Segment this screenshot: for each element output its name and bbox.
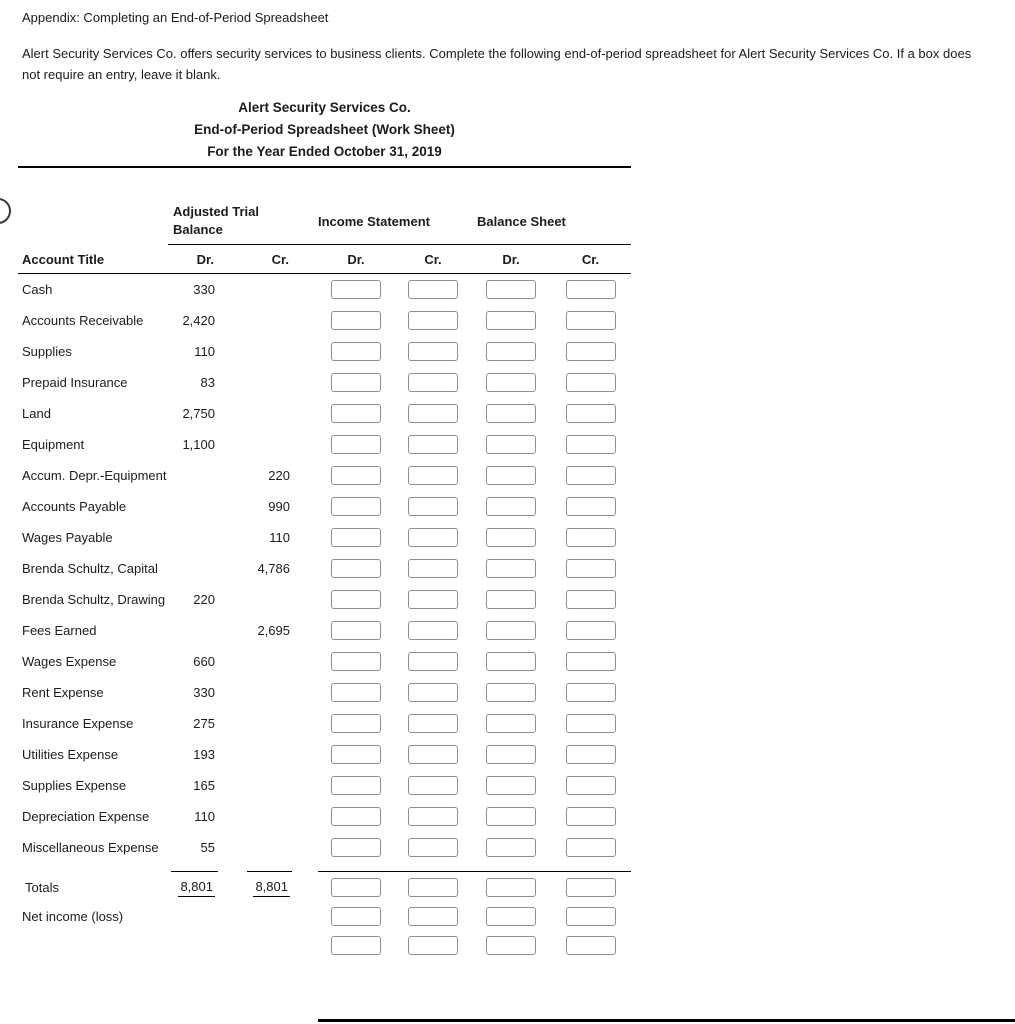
adjusted-trial-balance-dr-value: 220 [193, 592, 215, 607]
income-statement-cr-input[interactable] [408, 497, 458, 516]
appendix-title: Appendix: Completing an End-of-Period Spreadsheet [22, 10, 329, 25]
final-income-statement-dr-input[interactable] [331, 936, 381, 955]
table-row [18, 367, 631, 398]
account-name: Cash [22, 282, 53, 297]
table-row [18, 584, 631, 615]
period-line: For the Year Ended October 31, 2019 [207, 144, 442, 159]
balance-sheet-cr-input[interactable] [566, 590, 616, 609]
adjusted-trial-balance-dr-value: 2,750 [182, 406, 215, 421]
totals-row [18, 873, 631, 902]
adjusted-trial-balance-cr-value: 4,786 [257, 561, 290, 576]
bottom-border-rule [318, 1019, 1015, 1022]
income-statement-cr-input[interactable] [408, 714, 458, 733]
income-statement-cr-input[interactable] [408, 435, 458, 454]
income-statement-cr-input[interactable] [408, 776, 458, 795]
table-row [18, 677, 631, 708]
totals-balance-sheet-dr-input[interactable] [486, 878, 536, 897]
income-statement-dr-input[interactable] [331, 280, 381, 299]
balance-sheet-dr-input[interactable] [486, 373, 536, 392]
table-row [18, 801, 631, 832]
adjusted-trial-balance-dr-value: 330 [193, 685, 215, 700]
income-statement-cr-input[interactable] [408, 683, 458, 702]
bs-dr-header: Dr. [502, 251, 520, 267]
table-row [18, 770, 631, 801]
income-statement-dr-input[interactable] [331, 311, 381, 330]
balance-sheet-dr-input[interactable] [486, 435, 536, 454]
income-statement-dr-input[interactable] [331, 776, 381, 795]
column-group-header-row [18, 198, 631, 244]
income-statement-dr-input[interactable] [331, 590, 381, 609]
income-statement-cr-input[interactable] [408, 559, 458, 578]
totals-balance-sheet-cr-input[interactable] [566, 878, 616, 897]
account-name: Accounts Receivable [22, 313, 144, 328]
balance-sheet-cr-input[interactable] [566, 373, 616, 392]
adjusted-trial-balance-dr-value: 55 [200, 840, 215, 855]
income-statement-dr-input[interactable] [331, 466, 381, 485]
balance-sheet-dr-input[interactable] [486, 683, 536, 702]
balance-sheet-dr-input[interactable] [486, 714, 536, 733]
account-name: Brenda Schultz, Capital [22, 561, 158, 576]
balance-sheet-cr-input[interactable] [566, 466, 616, 485]
adjusted-trial-balance-dr-value: 2,420 [182, 313, 215, 328]
balance-sheet-dr-input[interactable] [486, 807, 536, 826]
account-name: Accum. Depr.-Equipment [22, 468, 167, 483]
net-income-income-statement-dr-input[interactable] [331, 907, 381, 926]
income-statement-dr-input[interactable] [331, 435, 381, 454]
totals-top-rule [18, 871, 631, 873]
income-statement-dr-input[interactable] [331, 342, 381, 361]
income-statement-dr-input[interactable] [331, 621, 381, 640]
atb-cr-header: Cr. [271, 251, 289, 267]
table-row [18, 832, 631, 863]
balance-sheet-cr-input[interactable] [566, 776, 616, 795]
account-name: Accounts Payable [22, 499, 127, 514]
income-statement-cr-input[interactable] [408, 342, 458, 361]
adjusted-trial-balance-dr-value: 110 [194, 344, 215, 359]
clipped-circle-icon [0, 198, 11, 224]
adjusted-trial-balance-dr-value: 110 [194, 809, 215, 824]
balance-sheet-cr-input[interactable] [566, 807, 616, 826]
balance-sheet-cr-input[interactable] [566, 838, 616, 857]
income-statement-cr-input[interactable] [408, 528, 458, 547]
account-name: Supplies Expense [22, 778, 127, 793]
income-statement-header: Income Statement [318, 213, 430, 229]
adjusted-trial-balance-cr-value: 990 [268, 499, 290, 514]
balance-sheet-cr-input[interactable] [566, 311, 616, 330]
income-statement-dr-input[interactable] [331, 838, 381, 857]
income-statement-dr-input[interactable] [331, 807, 381, 826]
balance-sheet-cr-input[interactable] [566, 435, 616, 454]
account-name: Supplies [22, 344, 72, 359]
balance-sheet-dr-input[interactable] [486, 466, 536, 485]
balance-sheet-cr-input[interactable] [566, 714, 616, 733]
final-income-statement-cr-input[interactable] [408, 936, 458, 955]
account-name: Equipment [22, 437, 85, 452]
table-row [18, 491, 631, 522]
income-statement-dr-input[interactable] [331, 714, 381, 733]
totals-income-statement-dr-input[interactable] [331, 878, 381, 897]
income-statement-dr-input[interactable] [331, 652, 381, 671]
balance-sheet-dr-input[interactable] [486, 280, 536, 299]
balance-sheet-header: Balance Sheet [477, 213, 566, 229]
table-row [18, 708, 631, 739]
worksheet-title-block [18, 97, 631, 163]
account-name: Wages Expense [22, 654, 117, 669]
account-name: Utilities Expense [22, 747, 119, 762]
balance-sheet-cr-input[interactable] [566, 404, 616, 423]
balance-sheet-cr-input[interactable] [566, 683, 616, 702]
balance-sheet-dr-input[interactable] [486, 776, 536, 795]
balance-sheet-dr-input[interactable] [486, 745, 536, 764]
net-income-balance-sheet-cr-input[interactable] [566, 907, 616, 926]
adjusted-trial-balance-dr-value: 330 [193, 282, 215, 297]
adjusted-trial-balance-header: Adjusted Trial Balance [173, 204, 259, 237]
adjusted-trial-balance-dr-value: 660 [193, 654, 215, 669]
account-name: Rent Expense [22, 685, 104, 700]
adjusted-trial-balance-dr-value: 275 [193, 716, 215, 731]
income-statement-dr-input[interactable] [331, 683, 381, 702]
is-cr-header: Cr. [424, 251, 442, 267]
balance-sheet-dr-input[interactable] [486, 404, 536, 423]
income-statement-dr-input[interactable] [331, 528, 381, 547]
balance-sheet-dr-input[interactable] [486, 652, 536, 671]
totals-rule-atb-cr [247, 871, 292, 872]
table-row [18, 522, 631, 553]
table-row [18, 429, 631, 460]
column-header-row [18, 245, 631, 273]
income-statement-cr-input[interactable] [408, 280, 458, 299]
income-statement-cr-input[interactable] [408, 404, 458, 423]
balance-sheet-cr-input[interactable] [566, 745, 616, 764]
is-dr-header: Dr. [347, 251, 365, 267]
net-income-balance-sheet-dr-input[interactable] [486, 907, 536, 926]
account-name: Brenda Schultz, Drawing [22, 592, 166, 607]
table-row [18, 398, 631, 429]
income-statement-cr-input[interactable] [408, 590, 458, 609]
final-balance-sheet-cr-input[interactable] [566, 936, 616, 955]
account-rows [18, 274, 995, 863]
account-title-header: Account Title [22, 251, 105, 267]
final-totals-row [18, 931, 631, 960]
balance-sheet-cr-input[interactable] [566, 497, 616, 516]
income-statement-dr-input[interactable] [331, 404, 381, 423]
table-row [18, 646, 631, 677]
income-statement-cr-input[interactable] [408, 652, 458, 671]
income-statement-cr-input[interactable] [408, 311, 458, 330]
income-statement-dr-input[interactable] [331, 373, 381, 392]
income-statement-cr-input[interactable] [408, 838, 458, 857]
account-name: Fees Earned [22, 623, 97, 638]
table-row [18, 305, 631, 336]
sheet-name: End-of-Period Spreadsheet (Work Sheet) [194, 122, 455, 137]
net-income-label: Net income (loss) [22, 909, 124, 924]
account-name: Depreciation Expense [22, 809, 150, 824]
table-row [18, 615, 631, 646]
account-name: Miscellaneous Expense [22, 840, 159, 855]
balance-sheet-dr-input[interactable] [486, 559, 536, 578]
balance-sheet-cr-input[interactable] [566, 621, 616, 640]
table-row [18, 739, 631, 770]
balance-sheet-dr-input[interactable] [486, 342, 536, 361]
income-statement-cr-input[interactable] [408, 745, 458, 764]
adjusted-trial-balance-dr-value: 1,100 [182, 437, 215, 452]
account-name: Insurance Expense [22, 716, 134, 731]
balance-sheet-cr-input[interactable] [566, 559, 616, 578]
income-statement-dr-input[interactable] [331, 497, 381, 516]
adjusted-trial-balance-cr-value: 220 [268, 468, 290, 483]
table-row [18, 460, 631, 491]
account-name: Land [22, 406, 51, 421]
totals-atb-cr: 8,801 [218, 879, 293, 897]
adjusted-trial-balance-dr-value: 83 [200, 375, 215, 390]
income-statement-cr-input[interactable] [408, 621, 458, 640]
income-statement-cr-input[interactable] [408, 373, 458, 392]
balance-sheet-cr-input[interactable] [566, 280, 616, 299]
account-name: Wages Payable [22, 530, 113, 545]
table-row [18, 336, 631, 367]
income-statement-dr-input[interactable] [331, 559, 381, 578]
balance-sheet-dr-input[interactable] [486, 311, 536, 330]
net-income-income-statement-cr-input[interactable] [408, 907, 458, 926]
balance-sheet-cr-input[interactable] [566, 528, 616, 547]
balance-sheet-dr-input[interactable] [486, 528, 536, 547]
bs-cr-header: Cr. [581, 251, 600, 267]
income-statement-cr-input[interactable] [408, 466, 458, 485]
balance-sheet-dr-input[interactable] [486, 590, 536, 609]
atb-dr-header: Dr. [196, 251, 214, 267]
company-name: Alert Security Services Co. [238, 100, 411, 115]
totals-income-statement-cr-input[interactable] [408, 878, 458, 897]
table-row [18, 553, 631, 584]
totals-atb-dr: 8,801 [168, 879, 218, 897]
adjusted-trial-balance-dr-value: 165 [193, 778, 215, 793]
balance-sheet-dr-input[interactable] [486, 497, 536, 516]
final-balance-sheet-dr-input[interactable] [486, 936, 536, 955]
totals-rule-boxes [318, 871, 631, 872]
adjusted-trial-balance-cr-value: 2,695 [257, 623, 290, 638]
adjusted-trial-balance-cr-value: 110 [269, 530, 290, 545]
adjusted-trial-balance-dr-value: 193 [193, 747, 215, 762]
table-row [18, 274, 631, 305]
totals-rule-atb-dr [171, 871, 218, 872]
income-statement-dr-input[interactable] [331, 745, 381, 764]
account-name: Prepaid Insurance [22, 375, 128, 390]
balance-sheet-cr-input[interactable] [566, 652, 616, 671]
balance-sheet-dr-input[interactable] [486, 838, 536, 857]
income-statement-cr-input[interactable] [408, 807, 458, 826]
balance-sheet-cr-input[interactable] [566, 342, 616, 361]
instructions-text: Alert Security Services Co. offers security services to business clients. Complete the following end-of-period spreadsheet for Alert Security Services Co. If a box does not require an entry, leave it blank. [22, 46, 972, 82]
totals-label: Totals [25, 880, 59, 895]
net-income-row [18, 902, 631, 931]
balance-sheet-dr-input[interactable] [486, 621, 536, 640]
title-rule [18, 166, 631, 168]
